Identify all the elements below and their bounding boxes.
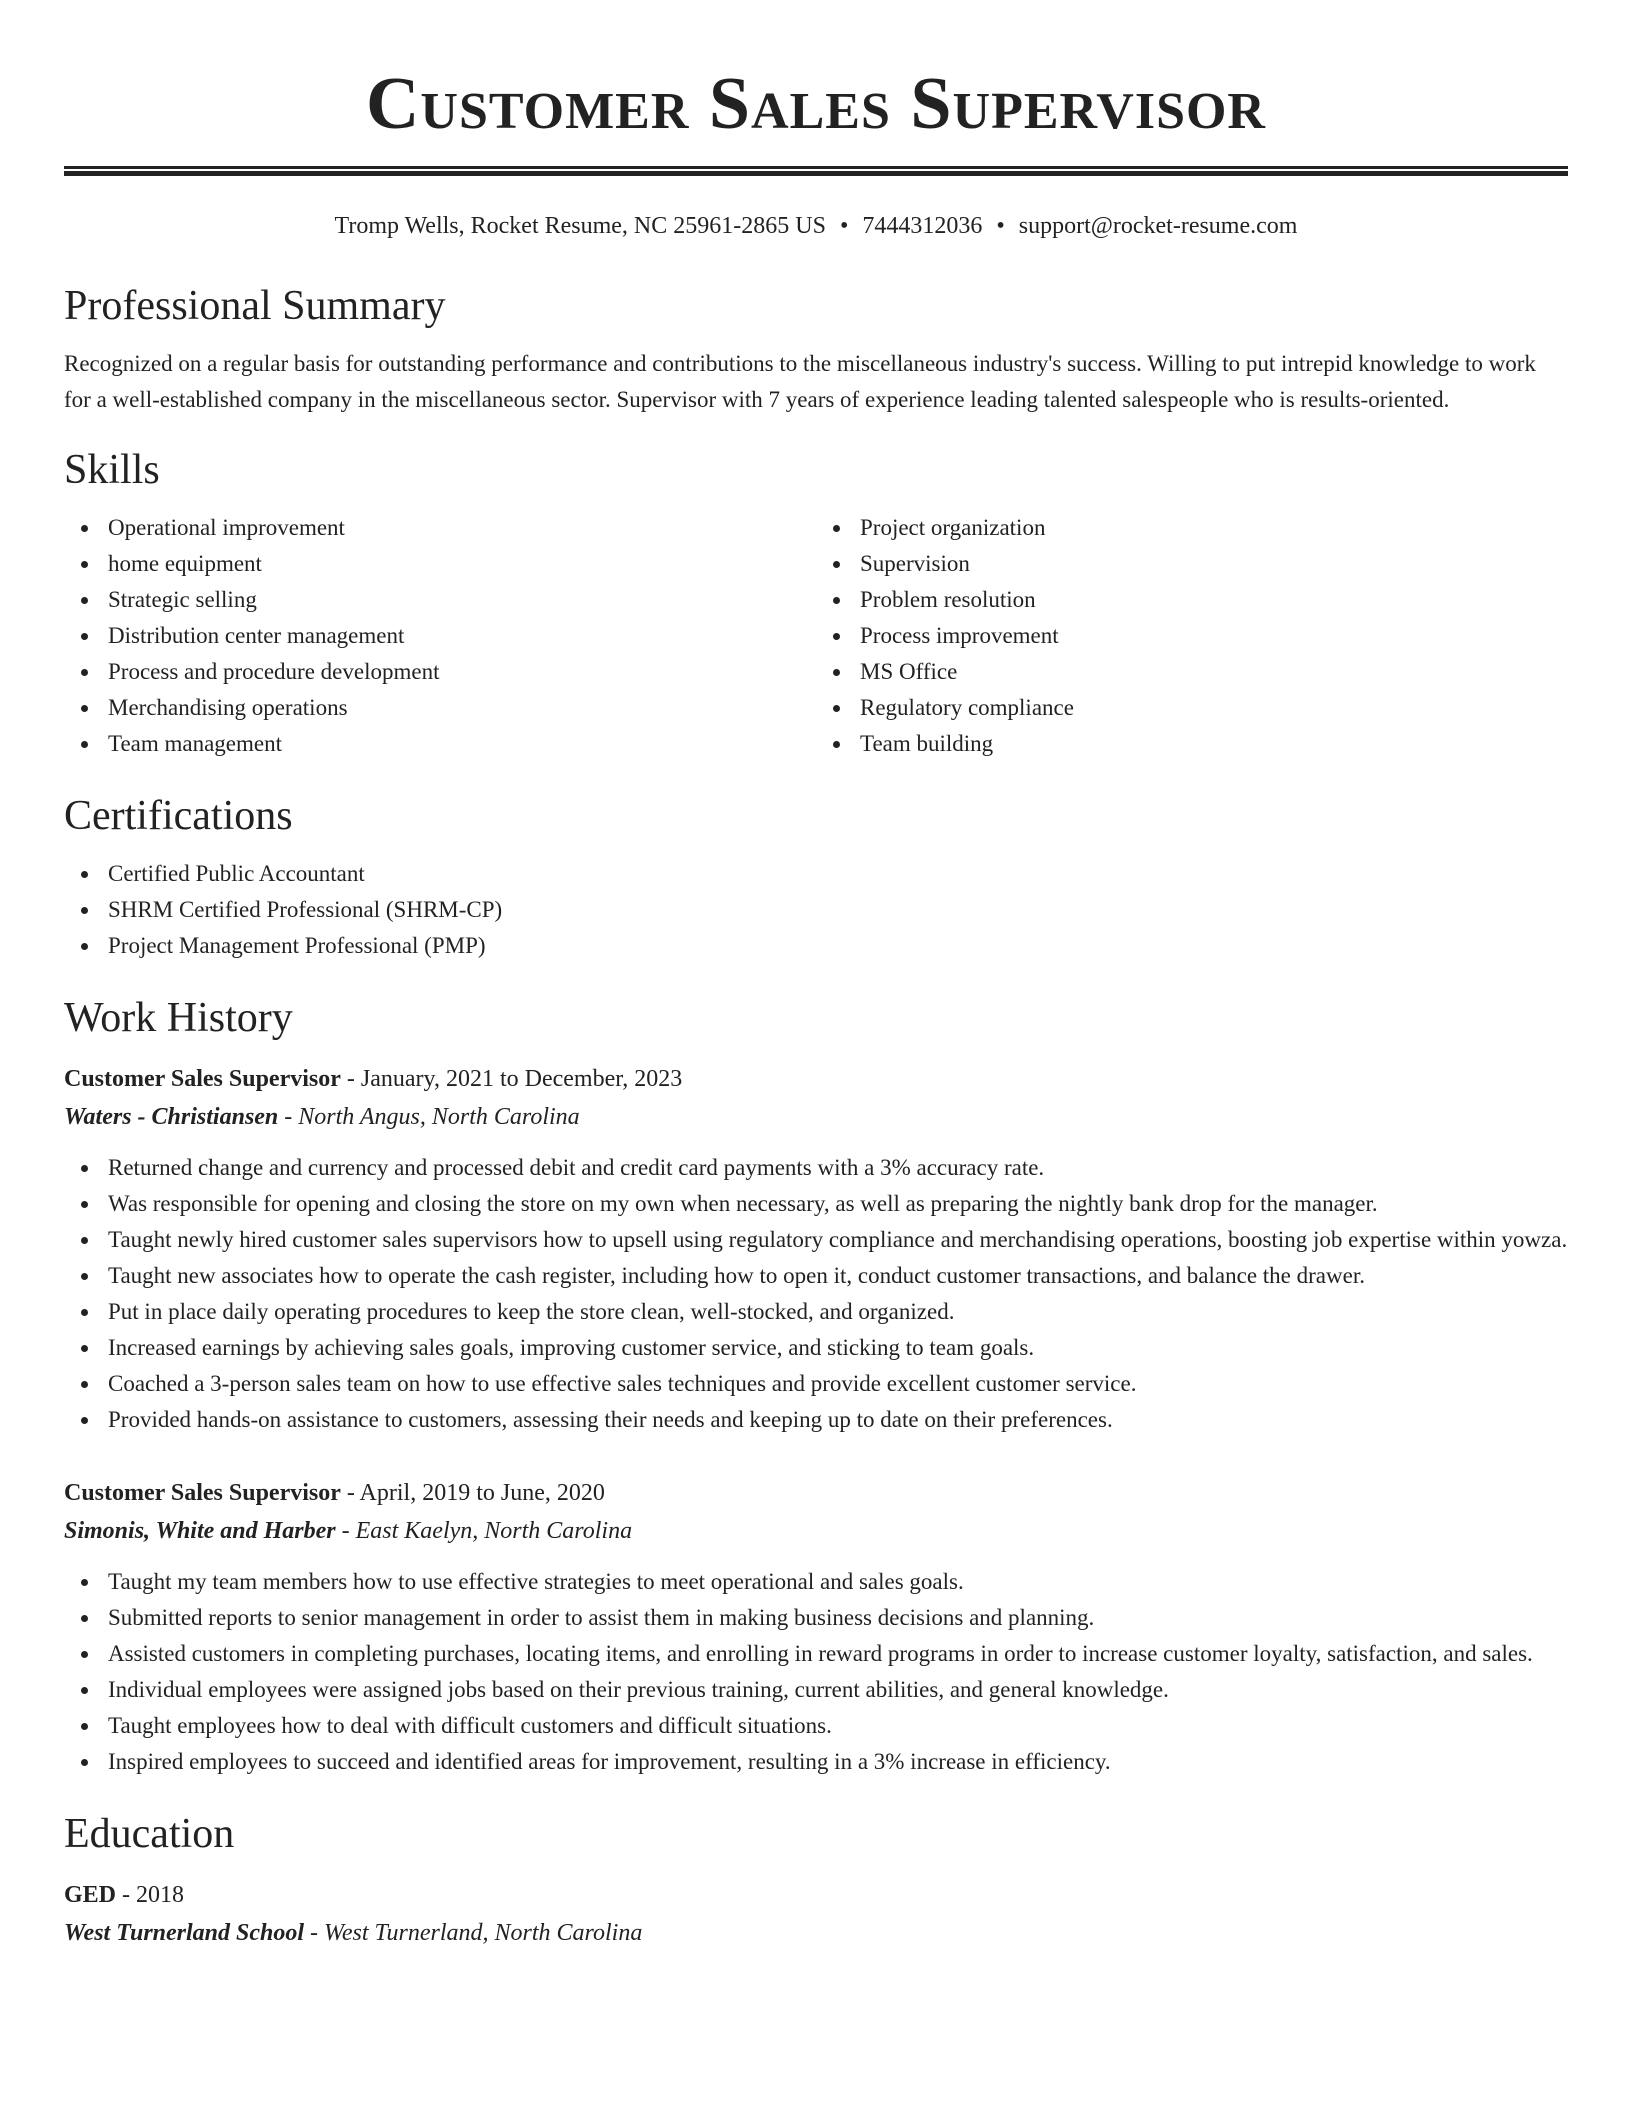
job-bullet: Individual employees were assigned jobs based on their previous training, current abilities, and general knowledge. [108,1672,1568,1708]
job-role: Customer Sales Supervisor [64,1480,341,1506]
skills-section [64,444,1568,762]
work-history-heading: Work History [64,995,293,1041]
job-bullet: Provided hands-on assistance to customers, assessing their needs and keeping up to date on their preferences. [108,1402,1568,1438]
header-divider [64,166,1568,176]
job-title-line [64,1474,1568,1512]
certifications-heading: Certifications [64,793,293,839]
job-company: Simonis, White and Harber [64,1518,336,1544]
job-bullet: Put in place daily operating procedures to keep the store clean, well-stocked, and organized. [108,1294,1568,1330]
skill-item: Problem resolution [860,582,1568,618]
skill-item: Operational improvement [108,510,816,546]
skills-list-right [816,510,1568,762]
job-entry [64,1060,1568,1438]
job-bullet: Taught employees how to deal with difficult customers and difficult situations. [108,1708,1568,1744]
skill-item: Team management [108,726,816,762]
contact-separator: • [996,213,1005,239]
skill-item: Distribution center management [108,618,816,654]
resume-name: Customer Sales Supervisor [365,63,1266,145]
job-company: Waters - Christiansen [64,1104,279,1130]
job-bullet: Coached a 3-person sales team on how to use effective sales techniques and provide excellent customer service. [108,1366,1568,1402]
summary-text: Recognized on a regular basis for outstanding performance and contributions to the miscellaneous industry's success. Willing to put intrepid knowledge to work for a well-established company in the miscellaneous sector. Supervisor with 7 years of experience leading talented salespeople who is results-oriented. [64,351,1536,412]
skill-item: Project organization [860,510,1568,546]
skill-item: home equipment [108,546,816,582]
graduation-year: - 2018 [116,1882,185,1908]
job-dates: - April, 2019 to June, 2020 [340,1480,605,1506]
job-bullet: Inspired employees to succeed and identified areas for improvement, resulting in a 3% increase in efficiency. [108,1744,1568,1780]
skill-item: Process and procedure development [108,654,816,690]
job-company-line [64,1512,1568,1550]
job-location: - North Angus, North Carolina [278,1104,580,1130]
skills-columns [64,510,1568,762]
job-bullet: Assisted customers in completing purchases, locating items, and enrolling in reward programs in order to increase customer loyalty, satisfaction, and sales. [108,1636,1568,1672]
job-dates: - January, 2021 to December, 2023 [340,1066,683,1092]
degree: GED [64,1882,117,1908]
contact-separator: • [839,213,849,239]
contact-line [64,210,1568,242]
summary-heading: Professional Summary [64,283,446,329]
skill-item: Regulatory compliance [860,690,1568,726]
job-location: - East Kaelyn, North Carolina [335,1518,633,1544]
school-location: - West Turnerland, North Carolina [304,1920,643,1946]
certifications-list [64,856,1568,964]
job-bullet-list [64,1564,1568,1780]
job-bullet: Submitted reports to senior management in order to assist them in making business decisions and planning. [108,1600,1568,1636]
job-role: Customer Sales Supervisor [64,1066,341,1092]
summary-section [64,280,1568,418]
education-entry [64,1876,1568,1952]
education-heading: Education [64,1811,235,1857]
contact-address: Tromp Wells, Rocket Resume, NC 25961-2865 US [334,213,826,239]
skill-item: Process improvement [860,618,1568,654]
job-bullet: Increased earnings by achieving sales goals, improving customer service, and sticking to team goals. [108,1330,1568,1366]
school-name: West Turnerland School [64,1920,305,1946]
skill-item: Supervision [860,546,1568,582]
job-bullet: Taught new associates how to operate the cash register, including how to open it, conduct customer transactions, and balance the drawer. [108,1258,1568,1294]
school-line [64,1914,1568,1952]
job-bullet: Was responsible for opening and closing the store on my own when necessary, as well as preparing the nightly bank drop for the manager. [108,1186,1568,1222]
job-bullet: Taught newly hired customer sales supervisors how to upsell using regulatory compliance and merchandising operations, boosting job expertise within yowza. [108,1222,1568,1258]
skill-item: MS Office [860,654,1568,690]
job-bullet-list [64,1150,1568,1438]
job-title-line [64,1060,1568,1098]
certification-item: SHRM Certified Professional (SHRM-CP) [108,892,1568,928]
certification-item: Certified Public Accountant [108,856,1568,892]
contact-email: support@rocket-resume.com [1018,213,1298,239]
job-entry [64,1474,1568,1780]
skills-list-left [64,510,816,762]
work-history-section [64,992,1568,1780]
skill-item: Merchandising operations [108,690,816,726]
skill-item: Team building [860,726,1568,762]
certification-item: Project Management Professional (PMP) [108,928,1568,964]
skill-item: Strategic selling [108,582,816,618]
skills-heading: Skills [64,447,160,493]
contact-phone: 7444312036 [862,213,983,239]
degree-line [64,1876,1568,1914]
job-bullet: Taught my team members how to use effective strategies to meet operational and sales goals. [108,1564,1568,1600]
certifications-section [64,790,1568,964]
education-section [64,1808,1568,1952]
job-company-line [64,1098,1568,1136]
job-bullet: Returned change and currency and processed debit and credit card payments with a 3% accuracy rate. [108,1150,1568,1186]
